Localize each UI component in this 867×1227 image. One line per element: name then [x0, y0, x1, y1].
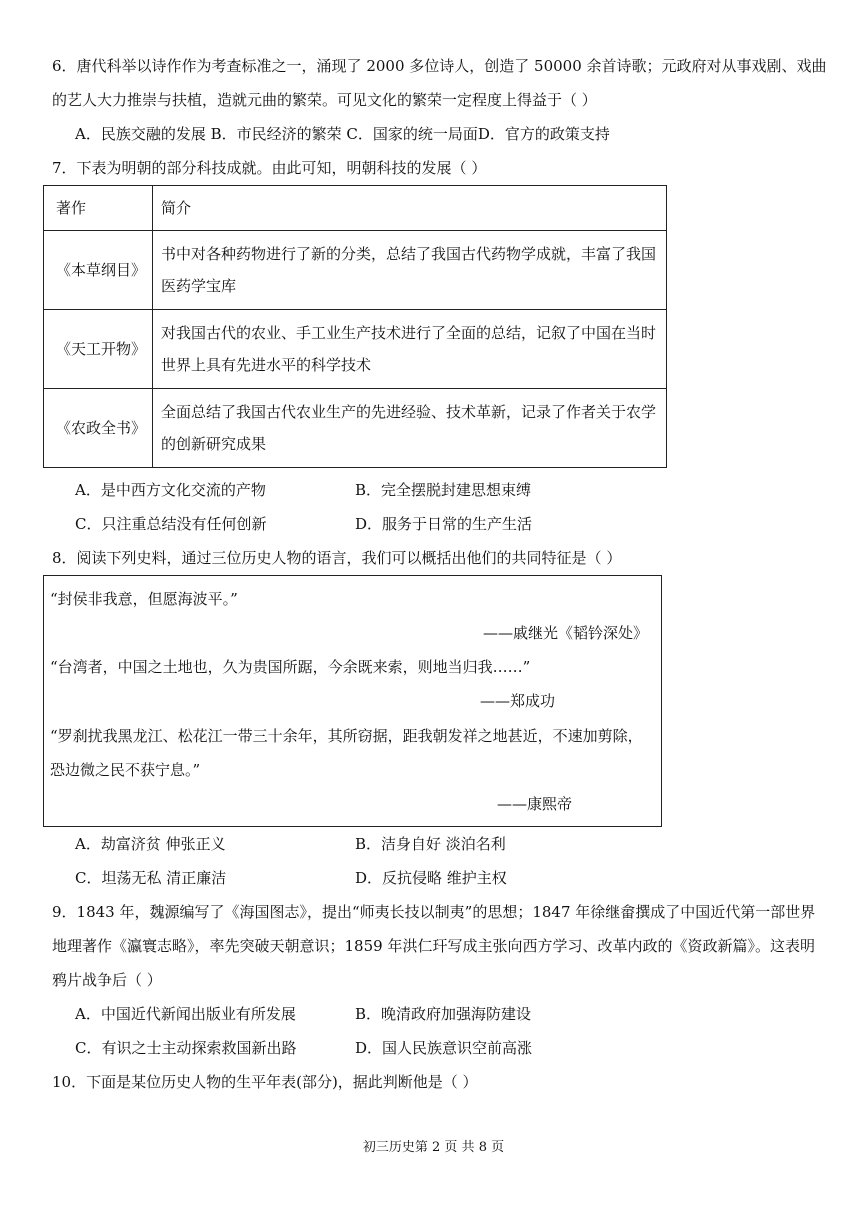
q10-stem: 10．下面是某位历史人物的生平年表(部分)，据此判断他是（ ） — [52, 1073, 478, 1091]
q7-stem: 7．下表为明朝的部分科技成就。由此可知，明朝科技的发展（ ） — [52, 159, 487, 177]
q8-stem: 8．阅读下列史料，通过三位历史人物的语言，我们可以概括出他们的共同特征是（ ） — [52, 549, 622, 567]
table-row — [44, 389, 667, 468]
q9-option-d: D．国人民族意识空前高涨 — [355, 1039, 533, 1057]
q9-stem-line1: 9．1843 年，魏源编写了《海国图志》，提出“师夷长技以制夷”的思想；1847 年徐继畲撰成了中国近代第一部世界 — [52, 903, 816, 921]
table-cell-intro — [153, 389, 667, 468]
q6-stem-line2: 的艺人大力推崇与扶植，造就元曲的繁荣。可见文化的繁荣一定程度上得益于（ ） — [52, 91, 597, 109]
q8-option-d: D．反抗侵略 维护主权 — [355, 869, 507, 887]
intro-line: 的创新研究成果 — [161, 435, 267, 453]
intro-line: 世界上具有先进水平的科学技术 — [161, 356, 372, 374]
q8-option-a: A．劫富济贫 伸张正义 — [75, 835, 226, 853]
table-cell-intro — [153, 310, 667, 389]
quote-qi-jiguang: “封侯非我意，但愿海波平。” — [50, 590, 238, 608]
q6-options: A．民族交融的发展 B．市民经济的繁荣 C．国家的统一局面D．官方的政策支持 — [75, 125, 610, 143]
q9-stem-line3: 鸦片战争后（ ） — [52, 971, 162, 989]
q7-option-b: B．完全摆脱封建思想束缚 — [355, 481, 532, 499]
q7-option-a: A．是中西方文化交流的产物 — [75, 481, 266, 499]
q6-stem-line1: 6．唐代科举以诗作作为考查标准之一，涌现了 2000 多位诗人，创造了 50000 余首诗歌；元政府对从事戏剧、戏曲 — [52, 57, 827, 75]
table-header-work: 著作 — [44, 186, 153, 231]
table-cell-work: 《天工开物》 — [44, 310, 153, 389]
q7-table — [43, 185, 667, 468]
table-cell-work: 《农政全书》 — [44, 389, 153, 468]
intro-line: 医药学宝库 — [161, 277, 237, 295]
quote-zheng-chenggong: “台湾者，中国之土地也，久为贵国所踞，今余既来索，则地当归我……” — [50, 658, 531, 676]
q8-option-b: B．洁身自好 淡泊名利 — [355, 835, 506, 853]
intro-line: 全面总结了我国古代农业生产的先进经验、技术革新，记录了作者关于农学 — [161, 403, 657, 421]
table-header-intro: 简介 — [153, 186, 667, 231]
attribution-kangxi: ——康熙帝 — [497, 795, 573, 813]
q9-stem-line2: 地理著作《瀛寰志略》，率先突破天朝意识；1859 年洪仁玕写成主张向西方学习、改革内政的《资政新篇》。这表明 — [52, 937, 815, 955]
table-row — [44, 231, 667, 310]
q8-quote-box — [43, 575, 662, 827]
quote-kangxi-line2: 恐边微之民不获宁息。” — [50, 761, 201, 779]
q7-option-d: D．服务于日常的生产生活 — [355, 515, 533, 533]
attribution-qi-jiguang: ——戚继光《韬钤深处》 — [483, 624, 649, 642]
page-footer: 初三历史第 2 页 共 8 页 — [362, 1140, 505, 1155]
q7-option-c: C．只注重总结没有任何创新 — [75, 515, 267, 533]
intro-line: 对我国古代的农业、手工业生产技术进行了全面的总结，记叙了中国在当时 — [161, 324, 657, 342]
attribution-zheng-chenggong: ——郑成功 — [480, 692, 556, 710]
table-row — [44, 310, 667, 389]
q9-option-a: A．中国近代新闻出版业有所发展 — [75, 1005, 296, 1023]
q9-option-c: C．有识之士主动探索救国新出路 — [75, 1039, 297, 1057]
table-cell-intro — [153, 231, 667, 310]
quote-kangxi-line1: “罗刹扰我黑龙江、松花江一带三十余年，其所窃据，距我朝发祥之地甚近，不速加剪除， — [50, 727, 643, 745]
table-header-row — [44, 186, 667, 231]
intro-line: 书中对各种药物进行了新的分类，总结了我国古代药物学成就，丰富了我国 — [161, 245, 657, 263]
table-cell-work: 《本草纲目》 — [44, 231, 153, 310]
q9-option-b: B．晚清政府加强海防建设 — [355, 1005, 532, 1023]
q8-option-c: C．坦荡无私 清正廉洁 — [75, 869, 227, 887]
